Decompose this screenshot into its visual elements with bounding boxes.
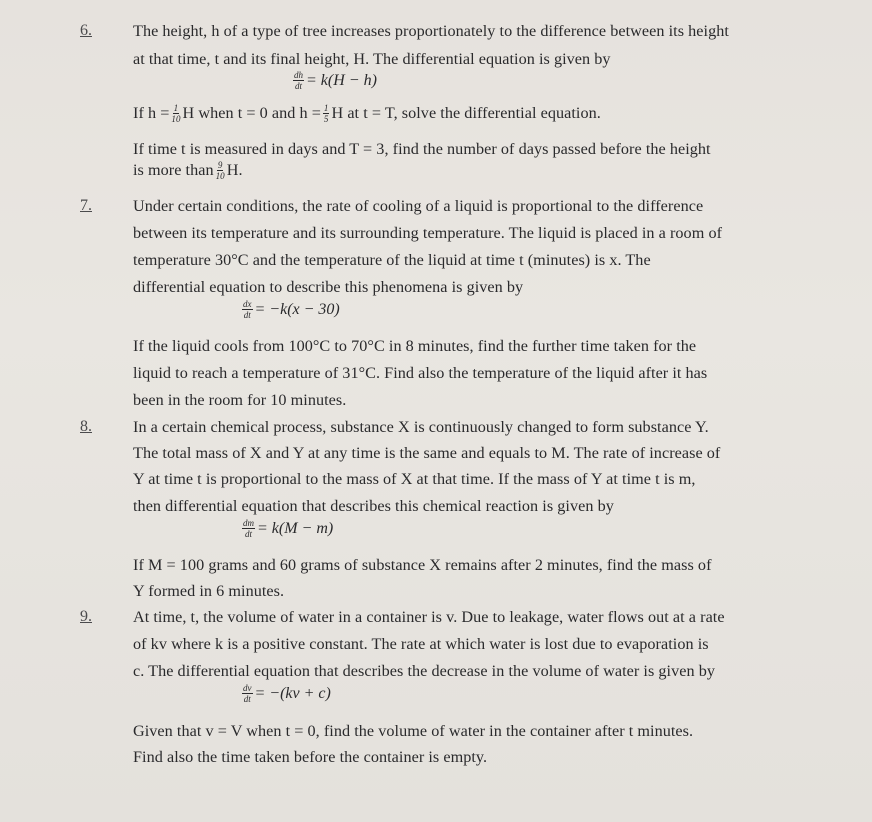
question-text-line: If time t is measured in days and T = 3, find the number of days passed before the height xyxy=(133,140,711,158)
fraction: $\frac{1}{10}$ xyxy=(171,103,181,124)
differential-equation: $\frac{dv}{dt}$ = −(kv + c) xyxy=(243,683,331,704)
question-number: 8. xyxy=(80,418,92,435)
question-text-line: Find also the time taken before the container is empty. xyxy=(133,748,488,766)
question-text-line: In a certain chemical process, substance X is continuously changed to form substance Y. xyxy=(133,418,709,436)
differential-equation: $\frac{dm}{dt}$ = k(M − m) xyxy=(243,518,334,539)
question-text-line: differential equation to describe this phenomena is given by xyxy=(133,278,524,296)
differential-equation: $\frac{dh}{dt}$ = k(H − h) xyxy=(294,70,377,91)
question-text-line: been in the room for 10 minutes. xyxy=(133,391,347,409)
fraction: $\frac{dm}{dt}$ xyxy=(243,518,254,539)
fraction: $\frac{dh}{dt}$ xyxy=(294,70,303,91)
question-text-line: The total mass of X and Y at any time is the same and equals to M. The rate of increase of xyxy=(133,444,721,462)
question-text-line: then differential equation that describes this chemical reaction is given by xyxy=(133,497,614,515)
question-text-line: c. The differential equation that describes the decrease in the volume of water is given by xyxy=(133,662,715,680)
question-text-line: At time, t, the volume of water in a container is v. Due to leakage, water flows out at a rate xyxy=(133,608,725,626)
question-text-line: Under certain conditions, the rate of cooling of a liquid is proportional to the difference xyxy=(133,197,704,215)
question-text-line: If the liquid cools from 100°C to 70°C in 8 minutes, find the further time taken for the xyxy=(133,337,697,355)
fraction: $\frac{1}{5}$ xyxy=(323,103,329,124)
question-text-line: If h = $\frac{1}{10}$ H when t = 0 and h = $\frac{1}{5}$ H at t = T, solve the differential equation. xyxy=(133,103,601,124)
question-text-line: liquid to reach a temperature of 31°C. Find also the temperature of the liquid after it has xyxy=(133,364,708,382)
question-text-line: If M = 100 grams and 60 grams of substance X remains after 2 minutes, find the mass of xyxy=(133,556,712,574)
question-text-line: at that time, t and its final height, H. The differential equation is given by xyxy=(133,50,611,68)
differential-equation: $\frac{dx}{dt}$ = −k(x − 30) xyxy=(243,299,340,320)
fraction: $\frac{dx}{dt}$ xyxy=(243,299,252,320)
question-text-line: between its temperature and its surrounding temperature. The liquid is placed in a room of xyxy=(133,224,723,242)
question-number: 9. xyxy=(80,608,92,625)
question-text-line: of kv where k is a positive constant. The rate at which water is lost due to evaporation is xyxy=(133,635,709,653)
question-text-line: temperature 30°C and the temperature of the liquid at time t (minutes) is x. The xyxy=(133,251,651,269)
question-text-line: Y at time t is proportional to the mass of X at that time. If the mass of Y at time t is m, xyxy=(133,470,696,488)
question-text-line: is more than $\frac{9}{10}$ H. xyxy=(133,160,243,181)
question-number: 6. xyxy=(80,22,92,39)
question-text-line: Given that v = V when t = 0, find the volume of water in the container after t minutes. xyxy=(133,722,694,740)
question-number: 7. xyxy=(80,197,92,214)
fraction: $\frac{9}{10}$ xyxy=(215,160,225,181)
question-text-line: The height, h of a type of tree increases proportionately to the difference between its height xyxy=(133,22,729,40)
fraction: $\frac{dv}{dt}$ xyxy=(243,683,252,704)
question-text-line: Y formed in 6 minutes. xyxy=(133,582,285,600)
